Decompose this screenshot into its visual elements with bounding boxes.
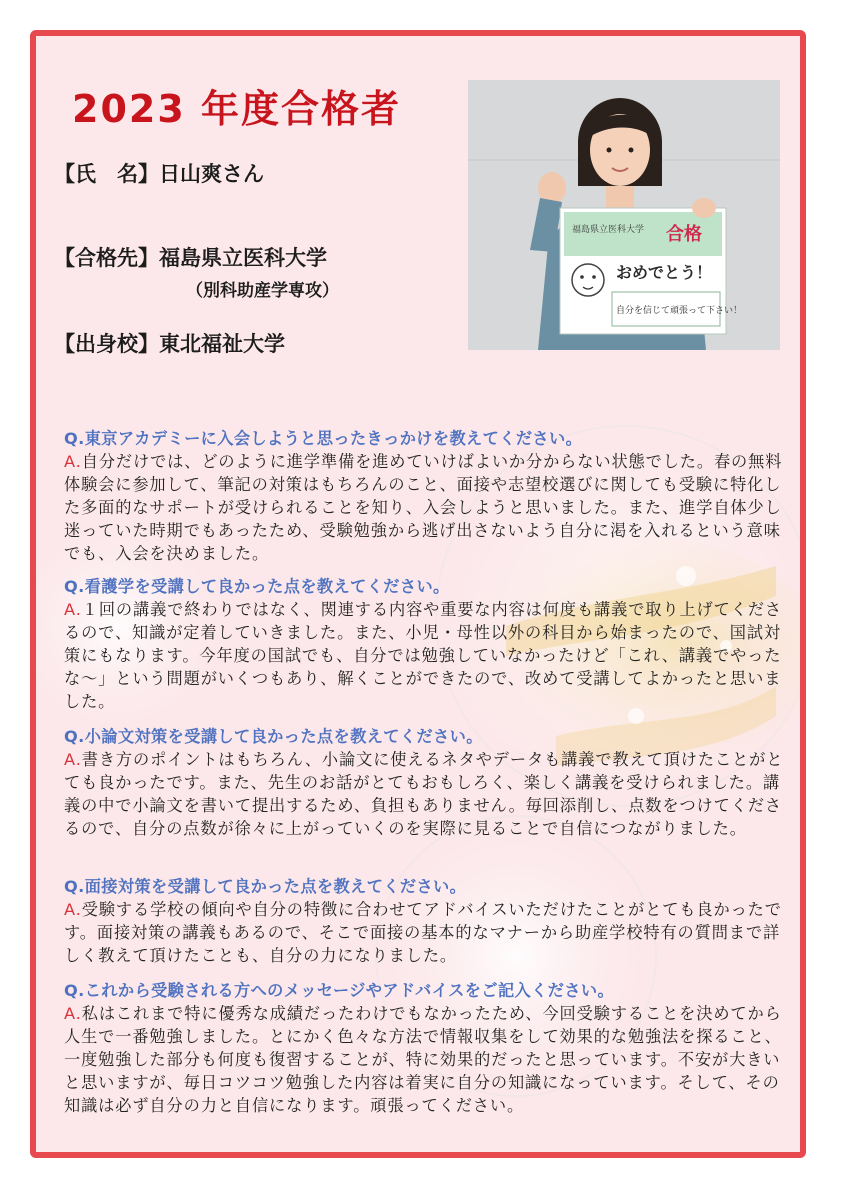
name-value: 日山爽さん: [159, 162, 264, 186]
answer: [64, 898, 794, 967]
name-label: 【氏 名】: [54, 162, 159, 186]
student-photo: [468, 80, 780, 350]
answer-text: 自分だけでは、どのように進学準備を進めていけばよいか分からない状態でした。春の無料体験会に参加して、筆記の対策はもちろんのこと、面接や志望校選びに関しても受験に特化した多面的なサポートが受けられることを知り、入会しようと思いました。また、進学自体少し迷っていた時期でもあったため、受験勉強から逃げ出さないよう自分に渇を入れるという意味でも、入会を決めました。: [64, 452, 783, 563]
qa-block: [64, 726, 794, 840]
school-sub: （別科助産学専攻）: [186, 281, 339, 301]
origin-row: [54, 328, 285, 358]
qa-block: [64, 980, 794, 1117]
answer-lead: A.: [64, 600, 82, 619]
question: Q.看護学を受講して良かった点を教えてください。: [64, 577, 450, 596]
qa-block: [64, 876, 794, 967]
origin-value: 東北福祉大学: [159, 332, 285, 356]
qa-block: [64, 576, 794, 713]
school-value: 福島県立医科大学: [159, 246, 327, 270]
answer-lead: A.: [64, 900, 82, 919]
answer-lead: A.: [64, 452, 82, 471]
answer-text: 受験する学校の傾向や自分の特徴に合わせてアドバイスいただけたことがとても良かったです。面接対策の講義もあるので、そこで面接の基本的なマナーから助産学校特有の質問まで詳しく教えて頂けたことも、自分の力になりました。: [64, 900, 782, 965]
board-pass-text: 合格: [666, 224, 702, 245]
qa-block: [64, 428, 794, 565]
answer-text: １回の講義で終わりではなく、関連する内容や重要な内容は何度も講義で取り上げてくださるので、知識が定着していきました。また、小児・母性以外の科目から始まったので、国試対策にもなります。今年度の国試でも、自分では勉強していなかったけど「これ、講義でやったな～」という問題がいくつもあり、解くことができたので、改めて受講してよかったと思いました。: [64, 600, 782, 711]
question: Q.面接対策を受講して良かった点を教えてください。: [64, 877, 467, 896]
page-title: 2023 年度合格者: [72, 87, 401, 131]
school-row: [54, 242, 327, 272]
answer: [64, 598, 794, 713]
answer: [64, 748, 794, 840]
answer-text: 書き方のポイントはもちろん、小論文に使えるネタやデータも講義で教えて頂けたことがとても良かったです。また、先生のお話がとてもおもしろく、楽しく講義を受けられました。講義の中で小論文を書いて提出するため、負担もありません。毎回添削し、点数をつけてくださるので、自分の点数が徐々に上がっていくのを実際に見ることで自信につながりました。: [64, 750, 784, 838]
student-photo-drawing: [468, 80, 780, 350]
name-row: [54, 158, 264, 188]
answer: [64, 1002, 794, 1117]
question: Q.小論文対策を受講して良かった点を教えてください。: [64, 727, 483, 746]
origin-label: 【出身校】: [54, 332, 159, 356]
profile-card: [30, 30, 806, 1158]
answer-lead: A.: [64, 1004, 82, 1023]
question: Q.これから受験される方へのメッセージやアドバイスをご記入ください。: [64, 981, 615, 1000]
answer-text: 私はこれまで特に優秀な成績だったわけでもなかったため、今回受験することを決めてから人生で一番勉強しました。とにかく色々な方法で情報収集をして効果的な勉強法を探ること、一度勉強した部分も何度も復習することが、特に効果的だったと思っています。不安が大きいと思いますが、毎日コツコツ勉強した内容は着実に自分の知識になっています。そして、その知識は必ず自分の力と自信になります。頑張ってください。: [64, 1004, 782, 1115]
school-label: 【合格先】: [54, 246, 159, 270]
question: Q.東京アカデミーに入会しようと思ったきっかけを教えてください。: [64, 429, 583, 448]
answer-lead: A.: [64, 750, 82, 769]
board-school-text: 福島県立医科大学: [572, 225, 645, 235]
board-message-text: 自分を信じて頑張って下さい！: [616, 306, 743, 316]
board-congrats-text: おめでとう！: [616, 263, 713, 282]
answer: [64, 450, 794, 565]
